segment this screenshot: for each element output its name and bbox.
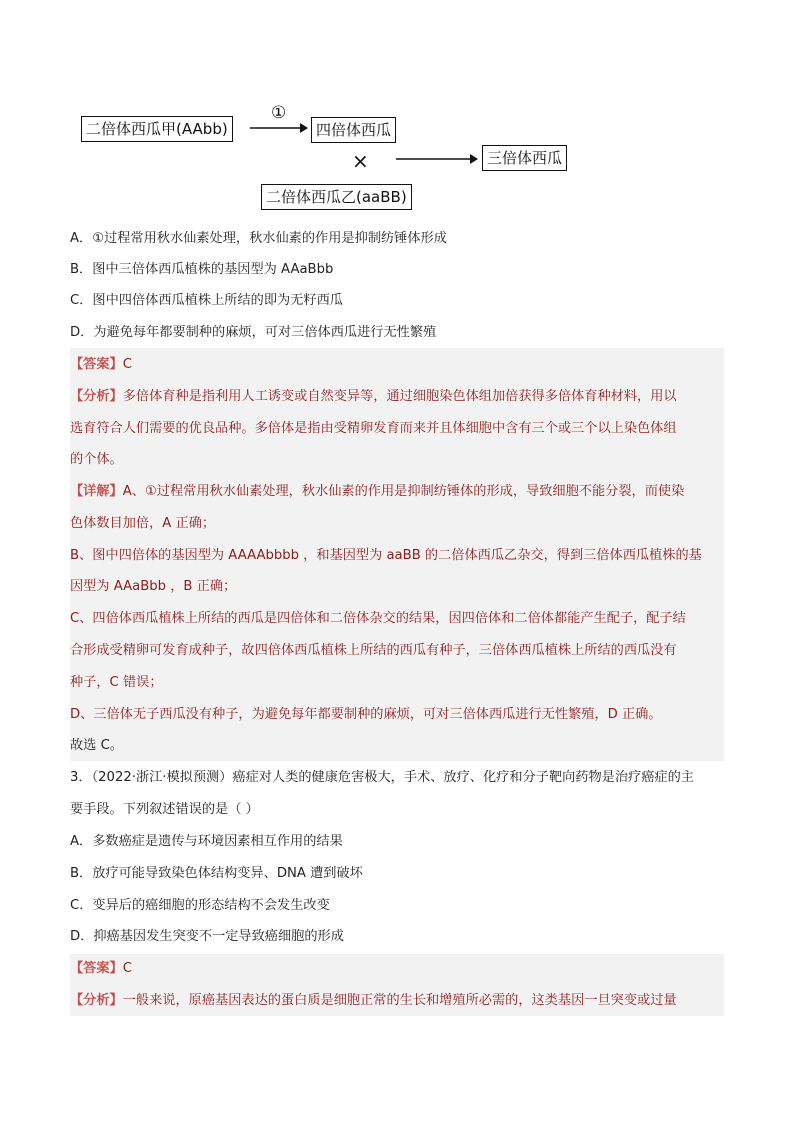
q3-option-a: A．多数癌症是遗传与环境因素相互作用的结果: [70, 834, 343, 849]
q3-analysis-line-1: 【分析】一般来说，原癌基因表达的蛋白质是细胞正常的生长和增殖所必需的，这类基因一旦突变或过量: [70, 993, 677, 1008]
q2-analysis-line-1: 【分析】多倍体育种是指利用人工诱变或自然变异等，通过细胞染色体组加倍获得多倍体育种材料，用以: [70, 389, 677, 404]
answer-value: C: [122, 357, 132, 372]
answer-value: C: [122, 961, 132, 976]
q2-option-b: B．图中三倍体西瓜植株的基因型为 AAaBbb: [70, 262, 334, 277]
q2-detail-line-7: 种子，C 错误；: [70, 675, 163, 690]
q3-stem-line-1: 3．（2022·浙江·模拟预测）癌症对人类的健康危害极大，手术、放疗、化疗和分子靶向药物是治疗癌症的主: [70, 770, 694, 785]
q3-stem-line-2: 要手段。下列叙述错误的是（ ）: [70, 802, 259, 817]
q2-conclusion: 故选 C。: [70, 738, 123, 753]
answer-tag: 【答案】: [70, 961, 123, 976]
diploid-b-label: 二倍体西瓜乙(aaBB): [266, 188, 407, 206]
q2-detail-line-1: 【详解】A、①过程常用秋水仙素处理，秋水仙素的作用是抑制纺锤体的形成，导致细胞不能分裂，而使染: [70, 484, 685, 499]
q3-option-d: D．抑癌基因发生突变不一定导致癌细胞的形成: [70, 929, 344, 944]
q2-detail-line-4: 因型为 AAaBbb ，B 正确；: [70, 579, 237, 594]
detail-tag: 【详解】: [70, 484, 123, 499]
q2-option-a: A．①过程常用秋水仙素处理，秋水仙素的作用是抑制纺锤体形成: [70, 231, 447, 246]
analysis-tag: 【分析】: [70, 389, 123, 404]
q2-option-d: D．为避免每年都要制种的麻烦，可对三倍体西瓜进行无性繁殖: [70, 325, 437, 340]
q2-answer: [70, 356, 132, 374]
diploid-a-label: 二倍体西瓜甲(AAbb): [86, 120, 228, 138]
q2-option-c: C．图中四倍体西瓜植株上所结的即为无籽西瓜: [70, 293, 343, 308]
step-label: ①: [271, 103, 287, 123]
q3-option-b: B．放疗可能导致染色体结构变异、DNA 遭到破坏: [70, 866, 363, 881]
q3-option-c: C．变异后的癌细胞的形态结构不会发生改变: [70, 898, 330, 913]
q3-answer: [70, 960, 132, 978]
q2-detail-line-6: 合形成受精卵可发育成种子，故四倍体西瓜植株上所结的西瓜有种子，三倍体西瓜植株上所结的西瓜没有: [70, 643, 677, 658]
q2-detail-line-8: D、三倍体无子西瓜没有种子，为避免每年都要制种的麻烦，可对三倍体西瓜进行无性繁殖，D 正确。: [70, 707, 662, 722]
diploid-a-box: [81, 116, 233, 142]
tetraploid-label: 四倍体西瓜: [316, 121, 392, 139]
cross-symbol: ×: [352, 149, 369, 173]
arrow-icon: [394, 151, 480, 167]
triploid-box: [482, 145, 567, 171]
tetraploid-box: [311, 117, 396, 143]
q2-detail-line-2: 色体数目加倍，A 正确；: [70, 516, 216, 531]
triploid-label: 三倍体西瓜: [487, 149, 563, 167]
q2-detail-line-5: C、四倍体西瓜植株上所结的西瓜是四倍体和二倍体杂交的结果，因四倍体和二倍体都能产生配子，配子结: [70, 611, 686, 626]
q2-detail-line-3: B、图中四倍体的基因型为 AAAAbbbb ，和基因型为 aaBB 的二倍体西瓜乙杂交，得到三倍体西瓜植株的基: [70, 548, 702, 563]
analysis-tag: 【分析】: [70, 993, 123, 1008]
q2-analysis-line-3: 的个体。: [70, 452, 123, 467]
q2-analysis-line-2: 选育符合人们需要的优良品种。多倍体是指由受精卵发育而来并且体细胞中含有三个或三个以上染色体组: [70, 421, 677, 436]
answer-tag: 【答案】: [70, 357, 123, 372]
diploid-b-box: [261, 184, 412, 210]
